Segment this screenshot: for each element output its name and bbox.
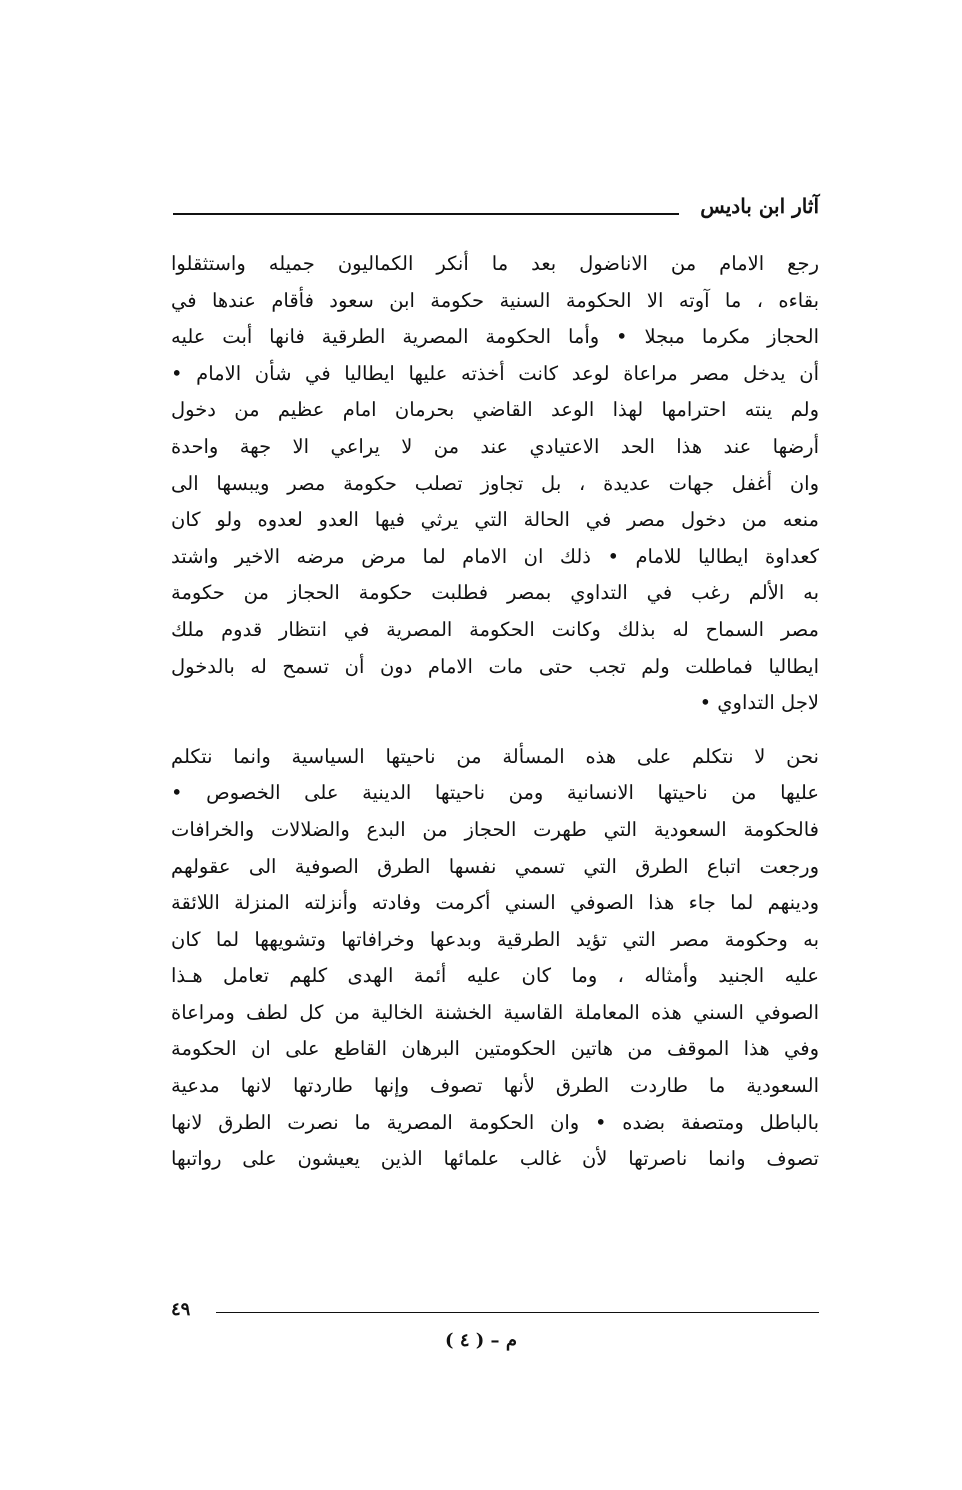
- text-line: مصر السماح له بذلك وكانت الحكومة المصرية في انتظار قدوم ملك: [171, 617, 819, 641]
- text-line: الحجاز مكرما مبجلا • وأما الحكومة المصرية الطرقية فانها أبت عليه: [171, 325, 819, 349]
- text-line: تصوف وانما ناصرتها لأن غالب علمائها الذين يعيشون على رواتبها: [171, 1147, 819, 1171]
- text-line: ولم ينته احترامها لهذا الوعد القاضي بحرمان امام عظيم من دخول: [171, 398, 819, 422]
- text-line: منعه من دخول مصر في الحالة التي يرثي فيها العدو لعدوه ولو كان: [171, 508, 819, 532]
- paragraph-2: [171, 739, 819, 1178]
- text-line: به وحكومة مصر التي تؤيد الطرقية وبدعها وخرافاتها وتشويهها لما كان: [171, 927, 819, 951]
- text-line: عليها من ناحيتها الانسانية ومن ناحيتها الدينية على الخصوص •: [171, 781, 819, 805]
- page-footer: [171, 1296, 819, 1326]
- text-line: لاجل التداوي •: [699, 691, 819, 715]
- book-title: آثار ابن باديس: [700, 194, 819, 218]
- running-header: [171, 190, 819, 230]
- text-line: السعودية ما طاردت الطرق لأنها تصوف وإنها طاردتها لانها مدعية: [171, 1074, 819, 1098]
- signature-mark: م – ( ٤ ): [445, 1330, 517, 1351]
- text-line: أن يدخل مصر مراعاة لوعد كانت أخذته عليها ايطاليا في شأن الامام •: [171, 361, 819, 385]
- paragraph-1: [171, 246, 819, 722]
- text-line: ودينهم لما جاء هذا الصوفي السني أكرمت وفادته وأنزلته المنزلة اللائقة: [171, 891, 819, 915]
- text-line: ايطاليا فماطلت ولم تجب حتى مات الامام دون أن تسمح له بالدخول: [171, 654, 819, 678]
- text-line: كعداوة ايطاليا للامام • ذلك ان الامام لما مرض مرضه الاخير واشتد: [171, 544, 819, 568]
- text-line: عليه الجنيد وأمثاله ، وما كان عليه أئمة الهدى كلهم تعامل هـذا: [171, 964, 819, 988]
- text-line: بالباطل ومتصفة بضده • وان الحكومة المصرية ما نصرت الطرق لانها: [171, 1110, 819, 1134]
- text-line: ورجعت اتباع الطرق التي تسمي نفسها الطرق الصوفية الى عقولهم: [171, 854, 819, 878]
- text-line: نحن لا نتكلم على هذه المسألة من ناحيتها السياسية وانما نتكلم: [171, 744, 819, 768]
- body-text: [171, 246, 819, 1178]
- header-rule: [173, 213, 679, 215]
- text-line: به الألم رغب في التداوي بمصر فطلبت حكومة الحجاز من حكومة: [171, 581, 819, 605]
- text-line: فالحكومة السعودية التي طهرت الحجاز من البدع والضلالات والخرافات: [171, 817, 819, 841]
- text-line: وان أغفل جهات عديدة ، بل تجاوز تصلب حكومة مصر ويبسها الى: [171, 471, 819, 495]
- page-number: ٤٩: [171, 1299, 191, 1320]
- footer-rule: [216, 1312, 819, 1313]
- text-line: بقاءه ، ما آوته الا الحكومة السنية حكومة ابن سعود فأقام عندها في: [171, 288, 819, 312]
- text-line: رجع الامام من الاناضول بعد ما أنكر الكماليون جميله واستثقلوا: [171, 252, 819, 275]
- text-line: أرضها عند هذا الحد الاعتيادي عند من لا يراعي الا جهة واحدة: [171, 434, 819, 458]
- text-line: الصوفي السني هذه المعاملة القاسية الخشنة الخالية من كل لطف ومراعاة: [171, 1000, 819, 1024]
- text-line: وفي هذا الموقف من هاتين الحكومتين البرهان القاطع على ان الحكومة: [171, 1037, 819, 1061]
